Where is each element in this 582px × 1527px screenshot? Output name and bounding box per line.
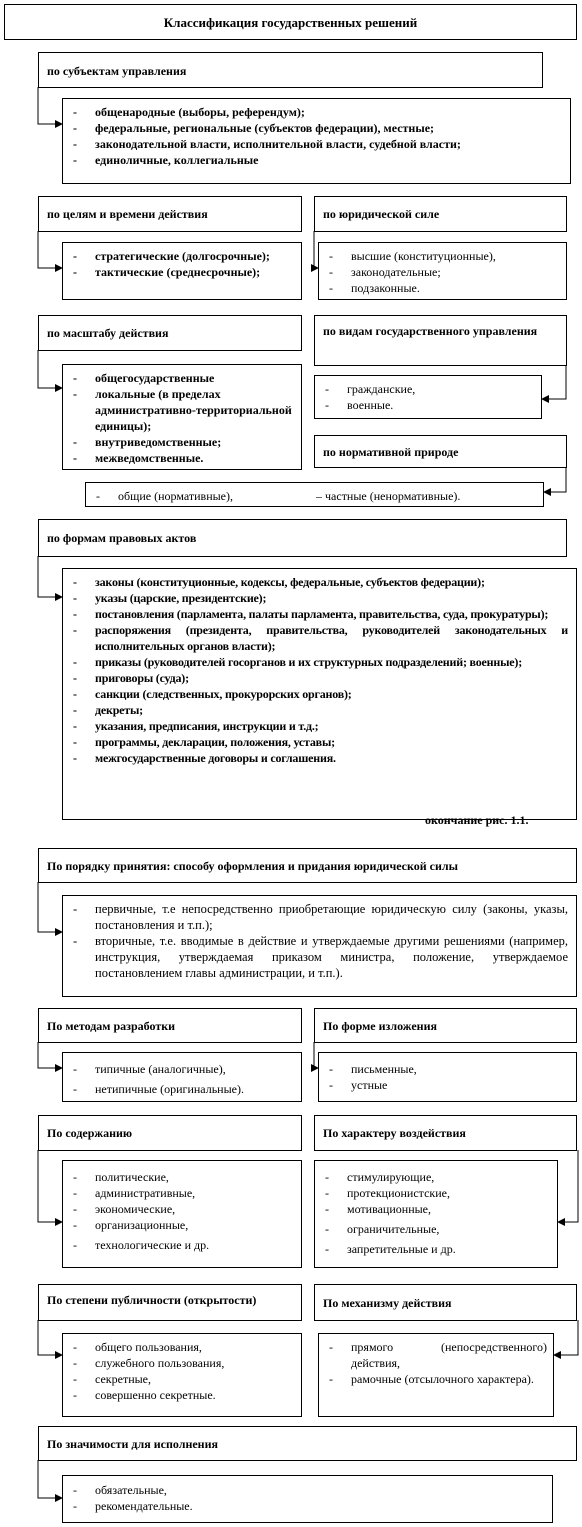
list-item: - типичные (аналогичные), (71, 1061, 293, 1077)
category-content-list (62, 1160, 302, 1268)
category-gov-type-list (314, 375, 542, 419)
list-item: - указания, предписания, инструкции и т.д.; (71, 718, 568, 734)
list-item: - ограничительные, (323, 1221, 549, 1237)
list-item: - подзаконные. (327, 280, 558, 296)
list-item: - совершенно секретные. (71, 1387, 293, 1403)
list-item: – частные (ненормативные). (316, 489, 461, 503)
connector-goals (38, 231, 62, 268)
category-mechanism-heading: По механизму действия (314, 1284, 577, 1321)
category-publicity-list (62, 1333, 302, 1417)
list-item: - технологические и др. (71, 1237, 293, 1253)
list-item: - локальные (в пределах административно-территориальной единицы); (71, 386, 293, 434)
list-item: - стимулирующие, (323, 1169, 549, 1185)
list-item: - прямого (непосредственного) действия, (327, 1339, 547, 1371)
list-item: общие (нормативные), (118, 489, 233, 503)
category-form-heading: По форме изложения (314, 1008, 577, 1043)
connector-impact (558, 1150, 578, 1222)
list-item: - внутриведомственные; (71, 434, 293, 450)
list-item: - распоряжения (президента, правительства, руководителей законодательных и исполнительных органов власти); (71, 622, 568, 654)
connector-publicity (38, 1320, 62, 1355)
connector-acts (38, 556, 62, 597)
category-publicity-heading: По степени публичности (открытости) (38, 1284, 302, 1321)
list-item: - межведомственные. (71, 450, 293, 466)
list-item: - протекционистские, (323, 1185, 549, 1201)
list-item: - межгосударственные договоры и соглашения. (71, 750, 568, 766)
category-significance-heading: По значимости для исполнения (38, 1426, 577, 1461)
connector-methods (38, 1042, 62, 1068)
connector-subjects (38, 87, 62, 124)
connector-normative (544, 467, 566, 492)
list-item: - общенародные (выборы, референдум); (71, 104, 562, 120)
category-form-list (318, 1052, 577, 1102)
list-item: - служебного пользования, (71, 1355, 293, 1371)
category-legal-force-heading: по юридической силе (314, 196, 567, 232)
category-impact-list (314, 1160, 558, 1268)
category-legal-force-list (318, 242, 567, 300)
list-item: - экономические, (71, 1201, 293, 1217)
list-item: - секретные, (71, 1371, 293, 1387)
category-normative-heading: по нормативной природе (314, 435, 567, 468)
list-item: - первичные, т.е непосредственно приобретающие юридическую силу (законы, указы, постановления и т.п.); (71, 901, 568, 933)
list-item: - федеральные, региональные (субъектов федерации), местные; (71, 120, 562, 136)
list-item: - вторичные, т.е. вводимые в действие и утверждаемые другими решениями (например, инструкция, утверждаемая приказом министра, положение, утверждаемое постановлением главы администрации, и т.п.). (71, 933, 568, 981)
connector-content (38, 1150, 62, 1222)
list-item: - гражданские, (323, 381, 533, 397)
list-item: - стратегические (долгосрочные); (71, 248, 293, 264)
list-item: - единоличные, коллегиальные (71, 152, 562, 168)
list-item: - рекомендательные. (71, 1498, 544, 1514)
list-item: - постановления (парламента, палаты парламента, правительства, суда, прокуратуры); (71, 606, 568, 622)
category-gov-type-heading: по видам государственного управления (314, 315, 567, 366)
list-item: - тактические (среднесрочные); (71, 264, 293, 280)
category-scale-heading: по масштабу действия (38, 315, 302, 351)
list-item: - запретительные и др. (323, 1241, 549, 1257)
category-goals-list (62, 242, 302, 300)
connector-significance (38, 1460, 62, 1498)
figure-caption: окончание рис. 1.1. (425, 813, 529, 827)
list-item: - устные (327, 1077, 568, 1093)
connector-mechanism (554, 1320, 578, 1355)
list-item: - обязательные, (71, 1482, 544, 1498)
list-item: - приговоры (суда); (71, 670, 568, 686)
list-item: - организационные, (71, 1217, 293, 1233)
category-significance-list (62, 1475, 553, 1523)
list-item: - административные, (71, 1185, 293, 1201)
category-scale-list (62, 364, 302, 470)
list-item: - письменные, (327, 1061, 568, 1077)
list-item: - законодательные; (327, 264, 558, 280)
category-methods-heading: По методам разработки (38, 1008, 302, 1043)
list-item: - высшие (конституционные), (327, 248, 558, 264)
category-adoption-heading: По порядку принятия: способу оформления и придания юридической силы (38, 848, 577, 883)
list-item: - приказы (руководителей госорганов и их структурных подразделений; военные); (71, 654, 568, 670)
list-item: - программы, декларации, положения, уставы; (71, 734, 568, 750)
category-adoption-list (62, 895, 577, 997)
category-subjects-heading: по субъектам управления (38, 52, 543, 88)
list-item: - общегосударственные (71, 370, 293, 386)
page-title: Классификация государственных решений (4, 4, 577, 40)
connector-adoption (38, 882, 62, 932)
category-methods-list (62, 1052, 302, 1102)
category-mechanism-list (318, 1333, 554, 1417)
list-item: - санкции (следственных, прокурорских органов); (71, 686, 568, 702)
category-subjects-list (62, 98, 571, 184)
category-goals-heading: по целям и времени действия (38, 196, 302, 232)
list-item: - нетипичные (оригинальные). (71, 1081, 293, 1097)
connector-scale (38, 350, 62, 388)
list-item: - декреты; (71, 702, 568, 718)
list-item: - указы (царские, президентские); (71, 590, 568, 606)
list-item: - военные. (323, 397, 533, 413)
connector-gov-type (542, 365, 566, 399)
category-acts-list (62, 568, 577, 820)
category-acts-heading: по формам правовых актов (38, 519, 567, 557)
list-item: - политические, (71, 1169, 293, 1185)
list-item: - мотивационные, (323, 1201, 549, 1217)
list-item: - рамочные (отсылочного характера). (327, 1371, 547, 1387)
category-impact-heading: По характеру воздействия (314, 1115, 577, 1151)
category-content-heading: По содержанию (38, 1115, 302, 1151)
list-item: - законодательной власти, исполнительной власти, судебной власти; (71, 136, 562, 152)
list-item: - общего пользования, (71, 1339, 293, 1355)
category-normative-list (85, 482, 544, 507)
list-item: - законы (конституционные, кодексы, федеральные, субъектов федерации); (71, 574, 568, 590)
